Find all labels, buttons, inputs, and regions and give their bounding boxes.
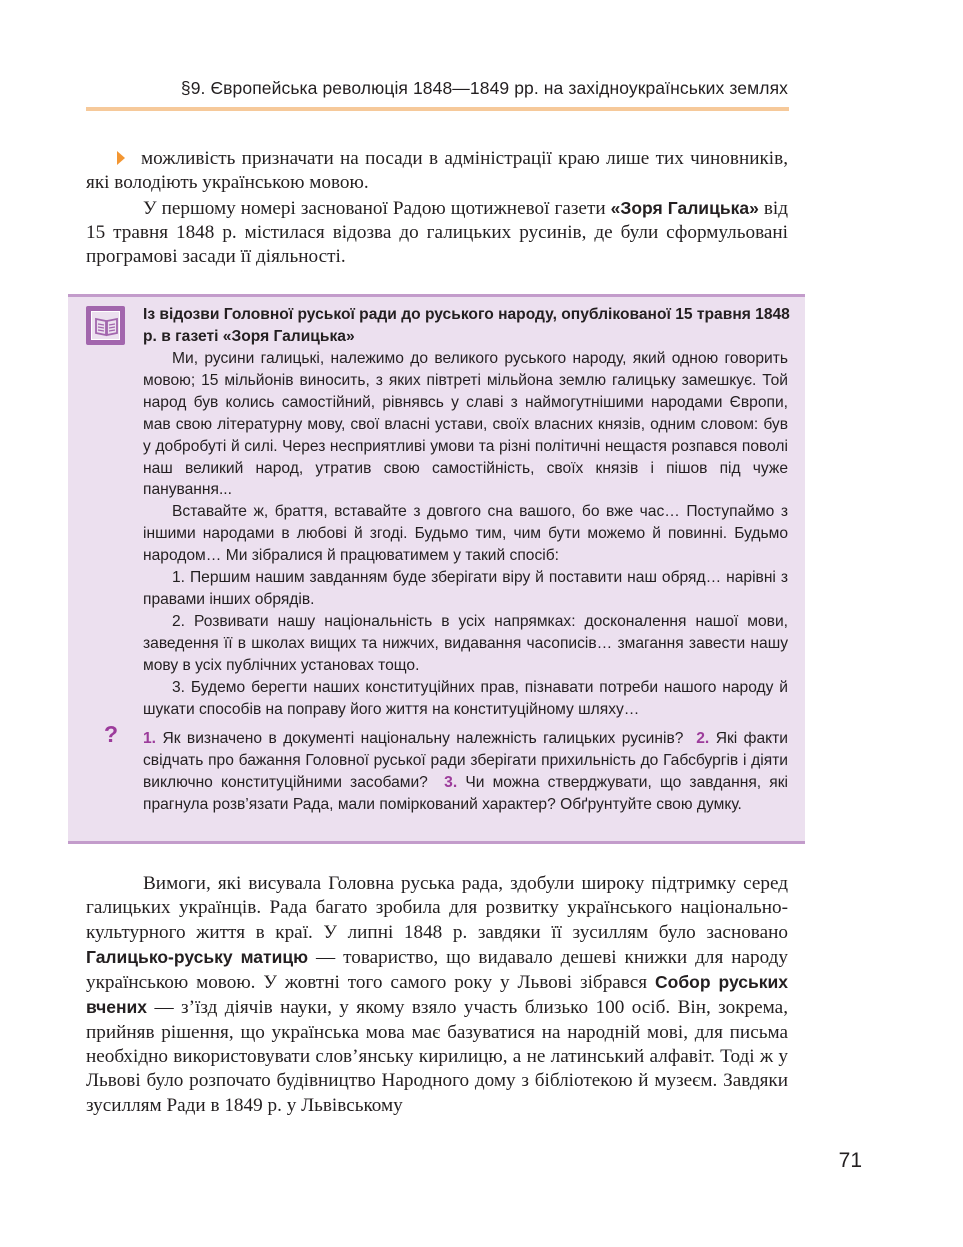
term-sobor: Собор руських вчених — [86, 972, 788, 1018]
question-text: Які факти свідчать про бажання Головної руської ради зберігати прихильність до Габсбургів і діяти виключно конституційними засобами? — [143, 730, 788, 791]
main-text-part: — з’їзд діячів науки, у якому взяло участь близько 100 осіб. Він, зокрема, прийняв рішення, що українська мова має базуватися на народній мові, для письма необхідно використовувати слов’янську кирилицю, а не латинський алфавіт. Тоді ж у Львові було розпочато будівництво Народного дому з бібліотекою й музеєм. Завдяки зусиллям Ради в 1849 р. у Львівському — [86, 997, 788, 1116]
book-icon-inner — [91, 311, 120, 340]
main-text-part: — товариство, що видавало дешеві книжки для народу українською мовою. У жовтні того самого року у Львові зібрався — [86, 946, 788, 994]
question-mark-icon: ? — [104, 721, 119, 747]
source-title: Із відозви Головної руської ради до руського народу, опублікованої 15 травня 1848 р. в газеті «Зоря Галицька» — [143, 306, 790, 345]
bullet-text: можливість призначати на посади в адміністрації краю лише тих чиновників, які володіють українською мовою. — [86, 148, 788, 194]
source-text — [143, 348, 788, 720]
term-matytsia: Галицько-руську матицю — [86, 946, 309, 967]
bullet-item — [86, 147, 788, 196]
source-paragraph: 1. Першим нашим завданням буде зберігати віру й поставити наш обряд… нарівні з правами інших обрядів. — [143, 569, 788, 608]
intro-paragraph — [86, 196, 788, 270]
newspaper-name: «Зоря Галицька» — [610, 197, 759, 218]
question-number: 1. — [143, 730, 157, 747]
book-icon-glyph — [92, 312, 121, 341]
source-paragraph: 2. Розвивати нашу національність в усіх напрямках: досконалення нашої мови, заведення її в школах вищих та нижчих, видавання часописів… змагання завести нашу мову в усіх публічних установах тощо. — [143, 612, 788, 674]
intro-section — [86, 147, 788, 269]
source-paragraph: 3. Будемо берегти наших конституційних прав, пізнавати потреби нашого народу й шукати способів на поправу його життя на конституційному шляху… — [143, 678, 788, 718]
question-number: 2. — [696, 730, 710, 747]
main-paragraph — [86, 872, 788, 1118]
intro-text-after: від 15 травня 1848 р. містилася відозва до галицьких русинів, де були сформульовані програмові засади її діяльності. — [86, 197, 788, 268]
source-paragraph: Ми, русини галицькі, належимо до великого руського народу, який одною говорить мовою; 15 мільйонів виносить, з яких півтреті мільйона землю галицьку замешкує. Той народ був колись самостійний, рівнявсь у славі з наймогутнішими народами Європи, мав свою літературну мову, свої власні устави, своїх власних князів, одним словом: був у добробуті й силі. Через несприятливі умови та різні політичні нещастя розпався поволі наш великий народ, утратив свою самостійність, своїх князів і пішов під чуже панування... — [143, 350, 788, 499]
question-number: 3. — [444, 774, 458, 791]
page-number: 71 — [838, 1149, 862, 1172]
questions-block — [143, 728, 788, 816]
chapter-header: §9. Європейська революція 1848—1849 рр. на західноукраїнських землях — [180, 78, 788, 98]
question-text: Як визначено в документі національну належність галицьких русинів? — [162, 730, 684, 747]
header-divider — [86, 107, 789, 111]
main-text — [86, 872, 788, 1118]
intro-text-before: У першому номері заснованої Радою щотижневої газети — [143, 197, 611, 219]
main-text-part: Вимоги, які висувала Головна руська рада, здобули широку підтримку серед галицьких українців. Рада багато зробила для розвитку українського національно-культурного життя в краї. У липні 1848 р. завдяки її зусиллям було засновано — [86, 873, 788, 943]
source-paragraph: Вставайте ж, браття, вставайте з довгого сна вашого, бо вже час… Поступаймо з іншими народами в любові й згоді. Будьмо тим, чим бути можемо й повинні. Будьмо народом… Ми зібралися й працюватимем у такий спосіб: — [143, 503, 788, 565]
book-icon — [86, 306, 125, 345]
bullet-arrow-icon — [117, 151, 125, 165]
question-text: Чи можна стверджувати, що завдання, які прагнула розв’язати Рада, мали поміркований характер? Обґрунтуйте свою думку. — [143, 774, 788, 813]
